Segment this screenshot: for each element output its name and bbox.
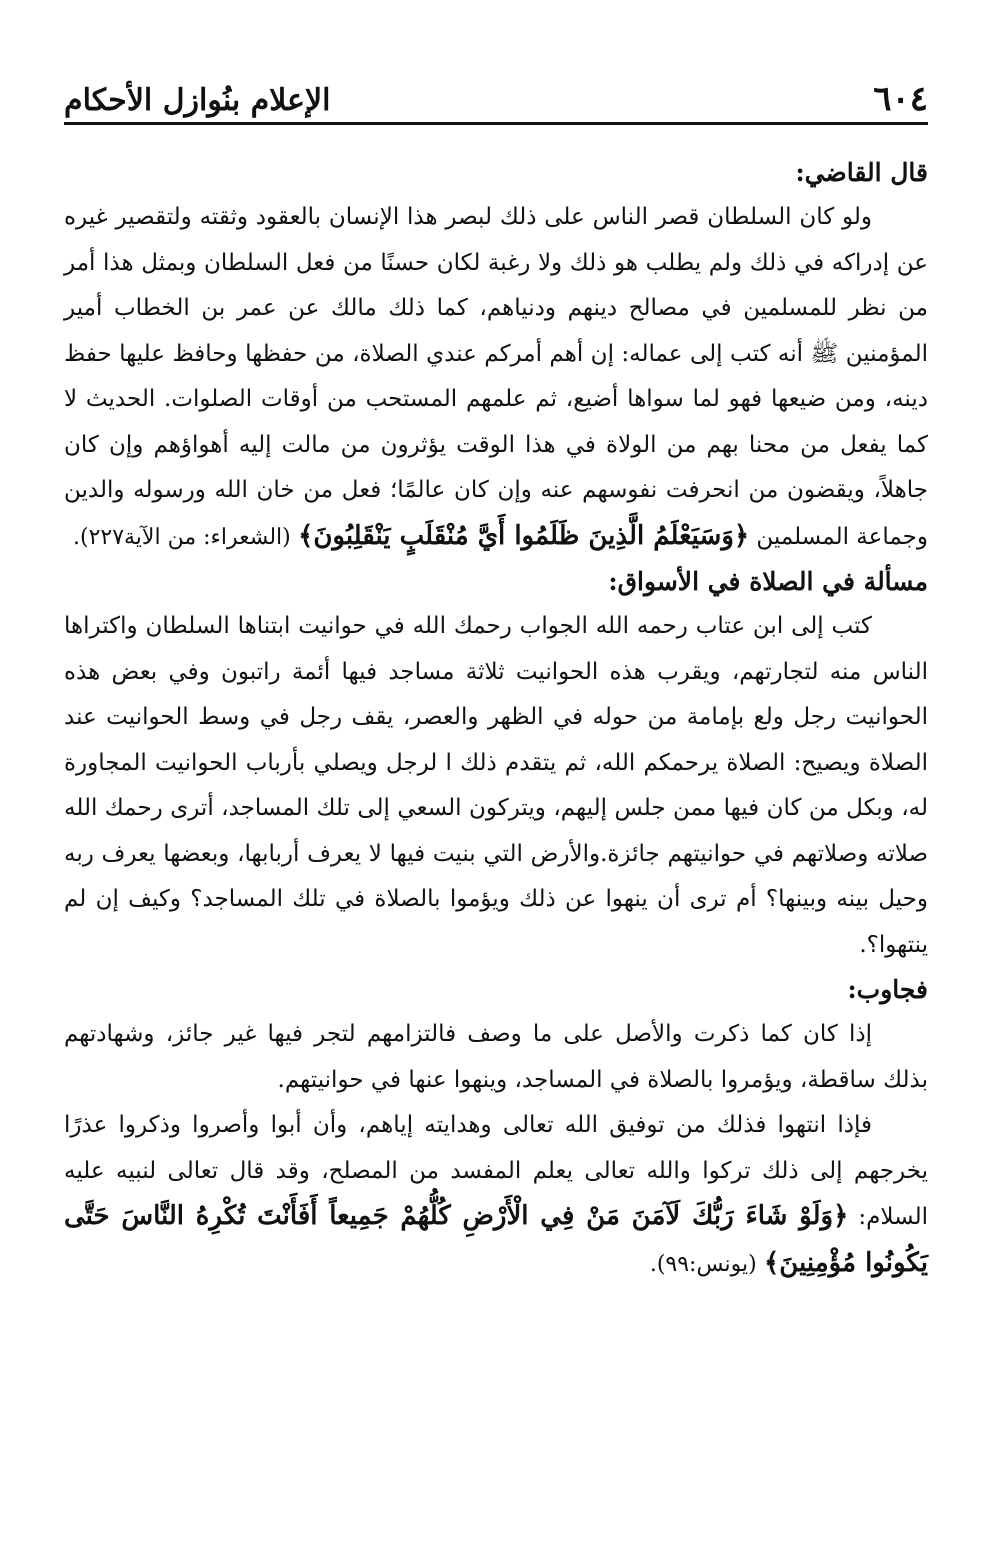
- verse-reference-shuara: (الشعراء: من الآية٢٢٧).: [72, 524, 291, 550]
- answer-heading: فجاوب:: [847, 975, 928, 1004]
- answer-paragraph-1: إذا كان كما ذكرت والأصل على ما وصف فالتزامهم لتجر فيها غير جائز، وشهادتهم بذلك ساقطة، ويؤمروا بالصلاة في المساجد، وينهوا عنها في حوانيتهم.: [64, 1021, 928, 1093]
- qadi-paragraph: [64, 195, 928, 560]
- answer-text-2: فإذا انتهوا فذلك من توفيق الله تعالى وهدايته إياهم، وأن أبوا وأصروا وذكروا عذرًا يخرجهم إلى ذلك تركوا والله تعالى يعلم المفسد من المصلح، وقد قال تعالى لنبيه عليه السلام:: [64, 1112, 929, 1230]
- qadi-text: ولو كان السلطان قصر الناس على ذلك لبصر هذا الإنسان بالعقود وثقته ولتقصير غيره عن إدراكه في ذلك ولم يطلب هو ذلك ولا رغبة لكان حسنًا من فعل السلطان وبمثل هذا أمر من نظر للمسلمين في مصالح دينهم ودنياهم، كما ذلك مالك عن عمر بن الخطاب أمير المؤمنين ﷺ أنه كتب إلى عماله: إن أهم أمركم عندي الصلاة، من حفظها وحافظ عليها حفظ دينه، ومن ضيعها فهو لما سواها أضيع، ثم علمهم المستحب من أوقات الصلوات. الحديث لا كما يفعل من محنا بهم من الولاة في هذا الوقت يؤثرون من مالت إليه أهواؤهم وإن كان جاهلاً، ويقضون من انحرفت نفوسهم عنه وإن كان عالمًا؛ فعل من خان الله ورسوله والدين وجماعة المسلمين: [64, 204, 928, 550]
- qadi-heading: قال القاضي:: [795, 158, 928, 187]
- masala-heading: مسألة في الصلاة في الأسواق:: [608, 567, 928, 596]
- masala-paragraph: كتب إلى ابن عتاب رحمه الله الجواب رحمك الله في حوانيت ابتناها السلطان واكتراها الناس منه لتجارتهم، ويقرب هذه الحوانيت ثلاثة مساجد فيها أئمة راتبون وفي بعض هذه الحوانيت رجل ولع بإمامة من حوله في الظهر والعصر، يقف رجل في وسط الحوانيت عند الصلاة ويصيح: الصلاة يرحمكم الله، ثم يتقدم ذلك ا لرجل ويصلي بأرباب الحوانيت المجاورة له، وبكل من كان فيها ممن جلس إليهم، ويتركون السعي إلى تلك المساجد، أترى رحمك الله صلاته وصلاتهم في حوانيتهم جائزة.والأرض التي بنيت فيها لا يعرف أربابها، وبعضها يعرف ربه وحيل بينه وبينها؟ أم ترى أن ينهوا عن ذلك ويؤموا بالصلاة في تلك المساجد؟ وكيف إن لم ينتهوا؟.: [64, 613, 928, 958]
- page-header: [64, 66, 928, 125]
- verse-reference-yunus: (يونس:٩٩).: [649, 1251, 757, 1277]
- quran-verse-shuara: ﴿وَسَيَعْلَمُ الَّذِينَ ظَلَمُوا أَيَّ مُنْقَلَبٍ يَنْقَلِبُونَ﴾: [298, 520, 750, 551]
- running-title: الإعلام بنُوازل الأحكام: [64, 83, 331, 118]
- quran-verse-yunus: ﴿وَلَوْ شَاءَ رَبُّكَ لَآمَنَ مَنْ فِي الْأَرْضِ كُلُّهُمْ جَمِيعاً أَفَأَنْتَ تُكْرِهُ النَّاسَ حَتَّى يَكُونُوا مُؤْمِنِينَ﴾: [64, 1201, 928, 1278]
- page-number: ٦٠٤: [873, 79, 928, 119]
- answer-paragraph-2: [64, 1103, 928, 1287]
